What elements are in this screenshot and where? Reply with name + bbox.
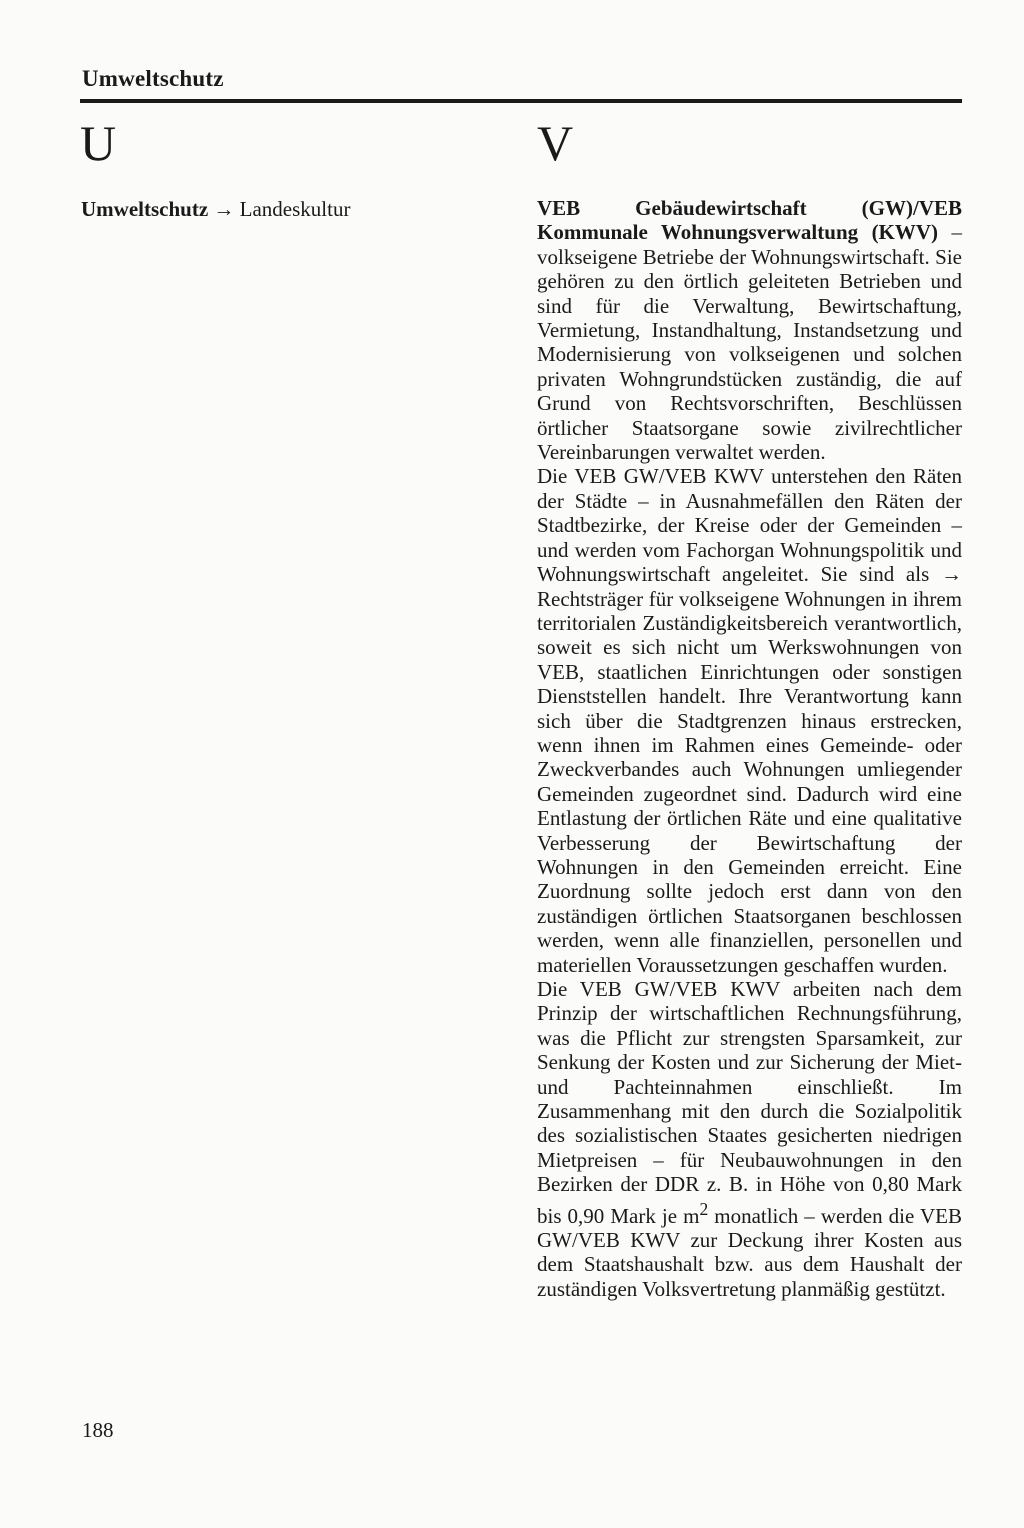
page-number: 188 bbox=[82, 1418, 114, 1442]
entry-paragraph-2 bbox=[537, 464, 962, 977]
left-entry-term: Umweltschutz bbox=[81, 197, 209, 221]
right-entry bbox=[537, 196, 962, 1301]
arrow-icon: → bbox=[213, 197, 235, 221]
entry-paragraph-1 bbox=[537, 196, 962, 464]
left-entry-reference: Landeskultur bbox=[239, 197, 351, 221]
section-letter-u: U bbox=[80, 115, 117, 171]
left-entry bbox=[81, 196, 350, 222]
running-head: Umweltschutz bbox=[82, 66, 224, 91]
paragraph-3-text-a: Die VEB GW/VEB KWV arbeiten nach dem Prinzip der wirtschaftlichen Rechnungsführung, was die Pflicht zur strengsten Sparsamkeit, zur Senkung der Kosten und zur Sicherung der Miet- und Pachteinnahmen einschließt. Im Zusammenhang mit den durch die Sozialpolitik des sozialistischen Staates gesicherten niedrigen Mietpreisen – für Neubauwohnungen in den Bezirken der DDR z. B. in Höhe von 0,80 Mark bis 0,90 Mark je m bbox=[537, 977, 962, 1228]
section-letter-v: V bbox=[537, 115, 574, 171]
paragraph-2-text-a: Die VEB GW/VEB KWV unterstehen den Räten der Städte – in Ausnahmefällen den Räten der Stadtbezirke, der Kreise oder der Gemeinden – und werden vom Fachorgan Wohnungspolitik und Wohnungswirtschaft angeleitet. Sie sind als bbox=[537, 464, 962, 587]
paragraph-2-text-b: Rechtsträger für volkseigene Wohnungen in ihrem territorialen Zuständigkeitsbereich verantwortlich, soweit es sich nicht um Werkswohnungen von VEB, staatlichen Einrichtungen oder sonstigen Dienststellen handelt. Ihre Verantwortung kann sich über die Stadtgrenzen hinaus erstrecken, wenn ihnen im Rahmen eines Gemeinde- oder Zweckverbandes auch Wohnungen umliegender Gemeinden zugeordnet sind. Dadurch wird eine Entlastung der örtlichen Räte und eine qualitative Verbesserung der Bewirtschaftung der Wohnungen in den Gemeinden erreicht. Eine Zuordnung sollte jedoch erst dann von den zuständigen örtlichen Staatsorganen beschlossen werden, wenn alle finanziellen, personellen und materiellen Voraussetzungen geschaffen wurden. bbox=[537, 586, 962, 977]
arrow-icon: → bbox=[941, 562, 962, 587]
paragraph-3-text-b: monatlich – werden die VEB GW/VEB KWV zur Deckung ihrer Kosten aus dem Staatshaushalt bzw. aus dem Haushalt der zuständigen Volksvertretung planmäßig gestützt. bbox=[537, 1203, 962, 1301]
right-entry-term: VEB Gebäudewirtschaft (GW)/VEB Kommunale Wohnungsverwaltung (KWV) bbox=[537, 196, 962, 245]
superscript-2: 2 bbox=[699, 1198, 709, 1219]
entry-paragraph-3 bbox=[537, 977, 962, 1301]
paragraph-1-text: – volkseigene Betriebe der Wohnungswirtschaft. Sie gehören zu den örtlich geleiteten Betrieben und sind für die Verwaltung, Bewirtschaftung, Vermietung, Instandhaltung, Instandsetzung und Modernisierung von volkseigenen und solchen privaten Wohngrundstücken zuständig, die auf Grund von Rechtsvorschriften, Beschlüssen örtlicher Staatsorgane sowie zivilrechtlicher Vereinbarungen verwaltet werden. bbox=[537, 220, 963, 465]
header-rule bbox=[80, 99, 962, 103]
